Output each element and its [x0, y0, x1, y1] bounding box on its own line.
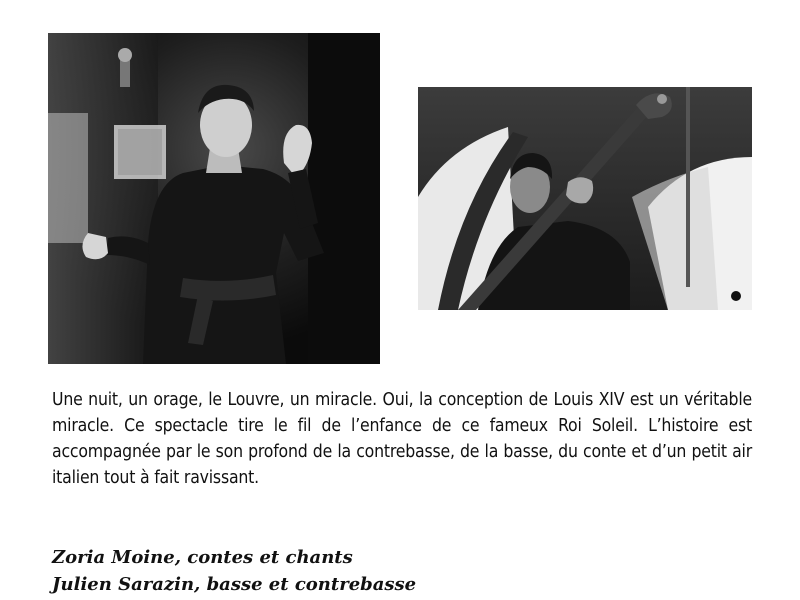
- singer-photo-image: [48, 33, 380, 364]
- credits: [52, 544, 752, 598]
- singer-photo: [48, 33, 380, 364]
- show-description: Une nuit, un orage, le Louvre, un miracle. Oui, la conception de Louis XIV est un véritable miracle. Ce spectacle tire le fil de l’enfance de ce fameux Roi Soleil. L’histoire est accompagnée par le son profond de la contrebasse, de la basse, du conte et d’un petit air italien tout à fait ravissant.: [52, 390, 752, 488]
- credit-bassist: Julien Sarazin, basse et contrebasse: [52, 574, 417, 595]
- cropped-header-text: [70, 0, 400, 6]
- credit-singer: Zoria Moine, contes et chants: [52, 547, 353, 568]
- bassist-photo: [418, 87, 752, 310]
- bassist-photo-image: [418, 87, 752, 310]
